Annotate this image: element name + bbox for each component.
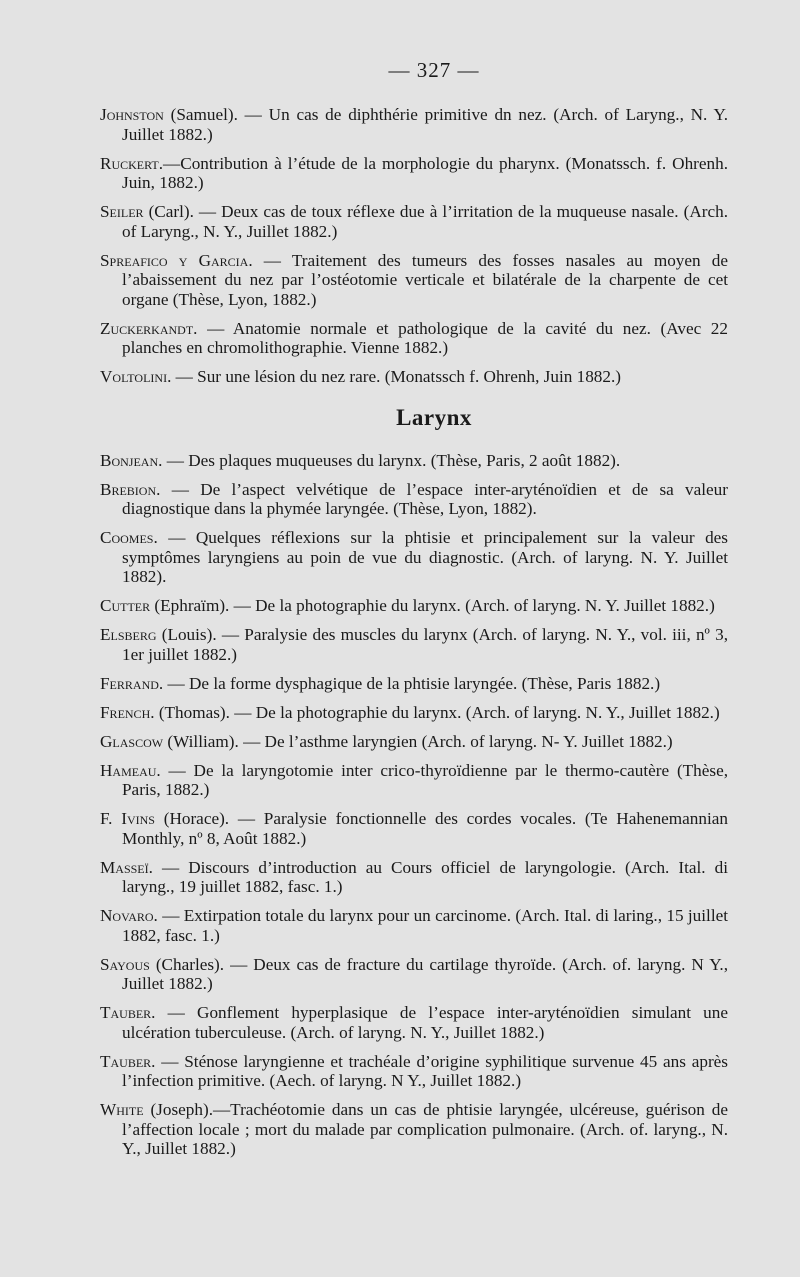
entry-text: — Traitement des tumeurs des fosses nasales au moyen de l’abaissement du nez par l’ostéotomie verticale et bilatérale de la charpente de cet organe (Thèse, Lyon, 1882.) bbox=[122, 250, 728, 309]
bibliography-entry bbox=[100, 858, 728, 897]
bibliography-entry bbox=[100, 1100, 728, 1159]
entry-author: Glascow bbox=[100, 731, 164, 751]
entry-text: — Sur une lésion du nez rare. (Monatssch f. Ohrenh, Juin 1882.) bbox=[171, 367, 622, 386]
page-number: — 327 — bbox=[388, 58, 480, 82]
entry-text: — Quelques réflexions sur la phtisie et principalement sur la valeur des symptômes laryngiens au poin de vue du diagnostic. (Arch. of laryng. N. Y. Juillet 1882). bbox=[122, 528, 728, 586]
bibliography-entry bbox=[100, 809, 728, 848]
entry-author: Bonjean. bbox=[100, 450, 163, 470]
entry-author: F. Ivins bbox=[100, 809, 155, 828]
bibliography-entry bbox=[100, 1052, 728, 1091]
entry-text: — Sténose laryngienne et trachéale d’origine syphilitique survenue 45 ans après l’infection primitive. (Aech. of laryng. N Y., Juillet 1882.) bbox=[122, 1051, 728, 1090]
entry-author: Masseï. bbox=[100, 857, 153, 877]
bibliography-entry bbox=[100, 528, 728, 587]
bibliography-entry bbox=[100, 761, 728, 800]
entry-text: (Ephraïm). — De la photographie du larynx. (Arch. of laryng. N. Y. Juillet 1882.) bbox=[150, 596, 715, 615]
entry-text: — De l’aspect velvétique de l’espace inter-aryténoïdien et de sa valeur diagnostique dans la phymée laryngée. (Thèse, Lyon, 1882). bbox=[122, 479, 728, 518]
entry-author: Tauber. bbox=[100, 1003, 156, 1022]
entry-author: Sayous bbox=[100, 954, 150, 974]
bibliography-entry bbox=[100, 451, 728, 471]
entry-text: — De la forme dysphagique de la phtisie laryngée. (Thèse, Paris 1882.) bbox=[163, 673, 661, 693]
entry-author: Elsberg bbox=[100, 625, 157, 644]
entry-author: Voltolini. bbox=[100, 367, 172, 386]
entry-author: Cutter bbox=[100, 596, 151, 615]
entry-author: French. bbox=[100, 702, 155, 722]
entry-author: Brebion. bbox=[100, 479, 161, 499]
bibliography-entry bbox=[100, 955, 728, 994]
bibliography-entry bbox=[100, 625, 728, 664]
entry-text: — Gonflement hyperplasique de l’espace inter-aryténoïdien simulant une ulcération tuberculeuse. (Arch. of laryng. N. Y., Juillet 1882.) bbox=[122, 1003, 728, 1042]
entry-author: Ferrand. bbox=[100, 673, 164, 693]
ears-bibliography-list bbox=[100, 105, 728, 387]
entry-author: Coomes. bbox=[100, 528, 158, 547]
entry-author: Zuckerkandt. bbox=[100, 318, 198, 338]
entry-text: (Charles). — Deux cas de fracture du cartilage thyroïde. (Arch. of. laryng. N Y., Juillet 1882.) bbox=[122, 954, 728, 993]
section-title-larynx: Larynx bbox=[396, 404, 472, 430]
bibliography-entry bbox=[100, 367, 728, 387]
entry-text: (Horace). — Paralysie fonctionnelle des cordes vocales. (Te Hahenemannian Monthly, nº 8, Août 1882.) bbox=[122, 809, 728, 848]
entry-text: (William). — De l’asthme laryngien (Arch. of laryng. N- Y. Juillet 1882.) bbox=[163, 731, 673, 751]
entry-text: — Extirpation totale du larynx pour un carcinome. (Arch. Ital. di laring., 15 juillet 1882, fasc. 1.) bbox=[122, 906, 728, 945]
bibliography-entry bbox=[100, 674, 728, 694]
bibliography-entry bbox=[100, 202, 728, 241]
bibliography-entry bbox=[100, 154, 728, 193]
entry-text: —Contribution à l’étude de la morphologie du pharynx. (Monatssch. f. Ohrenh. Juin, 1882.) bbox=[122, 153, 728, 192]
entry-text: (Louis). — Paralysie des muscles du larynx (Arch. of laryng. N. Y., vol. iii, nº 3, 1er juillet 1882.) bbox=[122, 625, 728, 664]
entry-author: White bbox=[100, 1100, 144, 1119]
entry-text: — Discours d’introduction au Cours officiel de laryngologie. (Arch. Ital. di laryng., 19 juillet 1882, fasc. 1.) bbox=[122, 857, 728, 896]
entry-author: Seiler bbox=[100, 202, 144, 221]
entry-text: — Anatomie normale et pathologique de la cavité du nez. (Avec 22 planches en chromolithographie. Vienne 1882.) bbox=[122, 318, 728, 357]
bibliography-entry bbox=[100, 480, 728, 519]
entry-author: Spreafico y Garcia. bbox=[100, 250, 253, 270]
entry-text: (Carl). — Deux cas de toux réflexe due à l’irritation de la muqueuse nasale. (Arch. of Laryng., N. Y., Juillet 1882.) bbox=[122, 202, 728, 241]
bibliography-entry bbox=[100, 319, 728, 358]
bibliography-entry bbox=[100, 596, 728, 616]
entry-author: Novaro. bbox=[100, 906, 158, 925]
bibliography-entry bbox=[100, 732, 728, 752]
entry-text: (Joseph).—Trachéotomie dans un cas de phtisie laryngée, ulcéreuse, guérison de l’affection locale ; mort du malade par complication pulmonaire. (Arch. of. laryng., N. Y., Juillet 1882.) bbox=[122, 1100, 728, 1158]
entry-author: Hameau. bbox=[100, 760, 161, 780]
entry-text: (Thomas). — De la photographie du larynx. (Arch. of laryng. N. Y., Juillet 1882.) bbox=[154, 702, 720, 722]
bibliography-entry bbox=[100, 1003, 728, 1042]
larynx-bibliography-list bbox=[100, 451, 728, 1159]
bibliography-entry bbox=[100, 251, 728, 310]
entry-author: Tauber. bbox=[100, 1051, 156, 1071]
bibliography-entry bbox=[100, 105, 728, 144]
bibliography-entry bbox=[100, 703, 728, 723]
entry-text: — De la laryngotomie inter crico-thyroïdienne par le thermo-cautère (Thèse, Paris, 1882.) bbox=[122, 760, 728, 799]
entry-author: Ruckert. bbox=[100, 153, 164, 173]
entry-text: — Des plaques muqueuses du larynx. (Thèse, Paris, 2 août 1882). bbox=[162, 450, 621, 470]
entry-text: (Samuel). — Un cas de diphthérie primitive dn nez. (Arch. of Laryng., N. Y. Juillet 1882.) bbox=[122, 105, 728, 144]
bibliography-entry bbox=[100, 906, 728, 945]
entry-author: Johnston bbox=[100, 105, 164, 124]
